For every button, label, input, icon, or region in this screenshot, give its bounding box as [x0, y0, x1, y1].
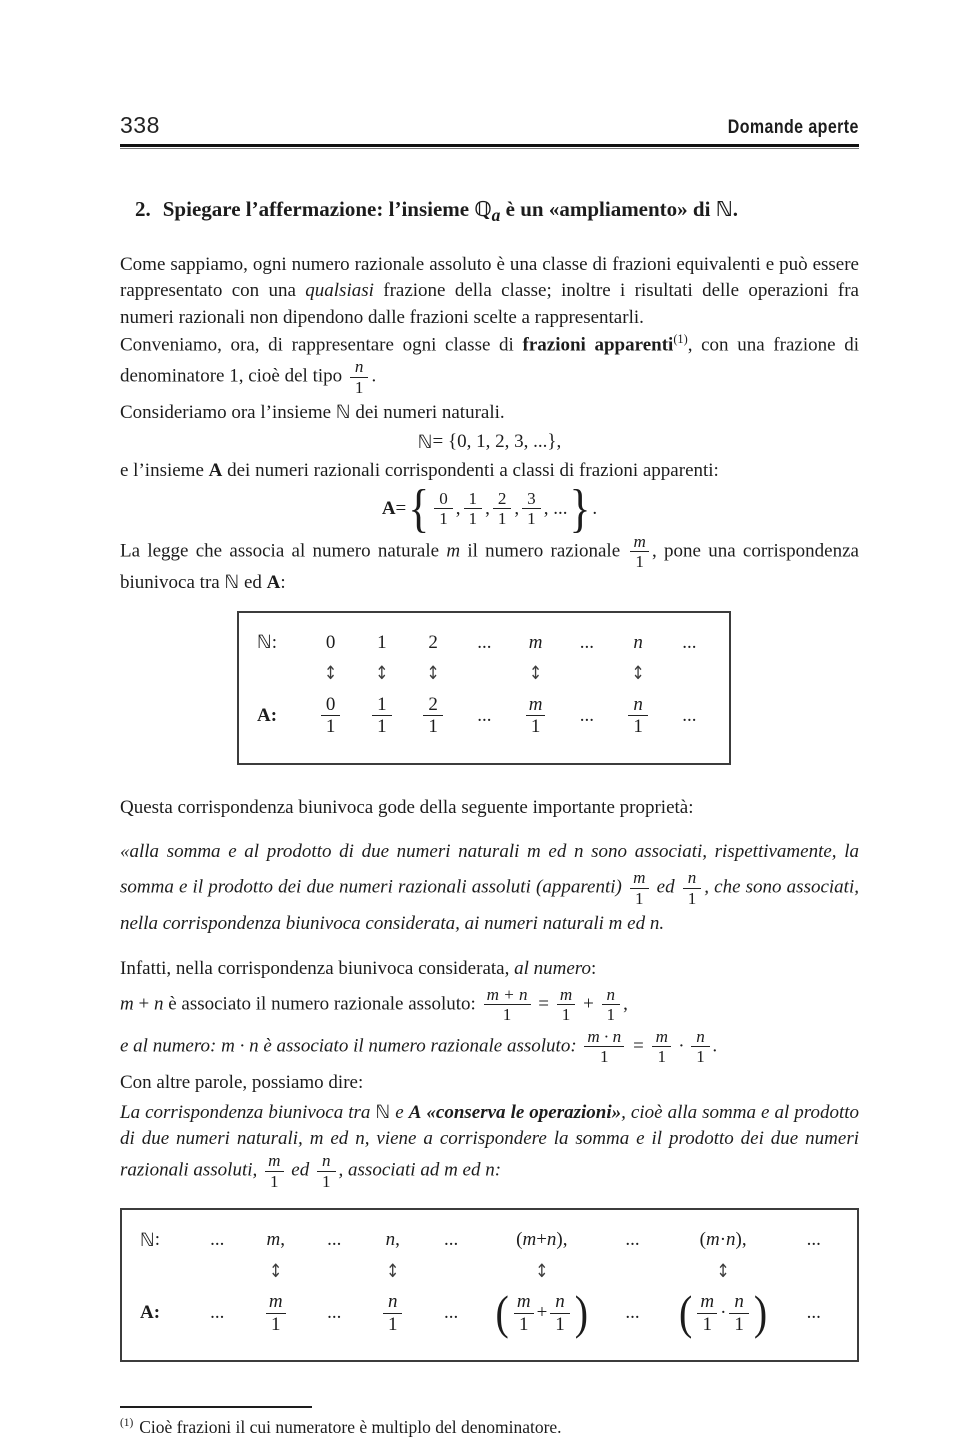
- box-label-column: ℕ : A:: [257, 631, 278, 726]
- box-rational-cell: ...: [444, 1302, 459, 1324]
- paragraph-property-statement: «alla somma e al prodotto di due numeri naturali m ed n sono associati, rispettivamente, la somma e il prodotto dei due numeri razionali assoluti (apparenti) $\frac{m}{1}$ ed $\frac{n}{1}$ , che sono associati, nella corrispondenza biunivoca considerata, ai numeri naturali m ed n.: [120, 840, 859, 935]
- box-natural-cell: ...: [579, 631, 594, 653]
- updown-arrow-icon: ↕: [269, 1259, 283, 1282]
- box-natural-cell: m: [528, 631, 543, 653]
- page-content: [120, 197, 859, 1438]
- paragraph-set-a-intro: e l’insieme A dei numeri razionali corrispondenti a classi di frazioni apparenti:: [120, 460, 719, 482]
- box-natural-cell: ...: [444, 1229, 459, 1251]
- box-rational-cell: [318, 685, 344, 747]
- box-column: [246, 1222, 304, 1344]
- fraction: $\frac{1}{1}$: [372, 695, 392, 737]
- paragraph-in-other-words: Con altre parole, possiamo dire:: [120, 1071, 364, 1093]
- fraction: $\frac{2}{1}$: [493, 490, 512, 528]
- box-natural-cell: ...: [806, 1229, 821, 1251]
- box-column: [188, 1222, 246, 1344]
- exercise-heading: [120, 197, 859, 226]
- box-natural-cell: ( m · n ),: [699, 1229, 747, 1251]
- blackboard-letter: ℕ: [335, 402, 351, 424]
- page-header: [120, 112, 859, 139]
- fraction: $\frac{m}{1}$: [514, 1292, 534, 1334]
- box-column: [305, 625, 356, 747]
- footnote: [120, 1417, 859, 1438]
- box-natural-cell: 0: [325, 631, 336, 653]
- box-rational-cell: [625, 685, 651, 747]
- box-rational-cell: [380, 1282, 406, 1344]
- fraction: $\frac{1}{1}$: [464, 490, 483, 528]
- paragraph-apparent-fractions: Conveniamo, ora, di rappresentare ogni classe di frazioni apparenti$^{(1)}$, con una frazione di denominatore 1, cioè del tipo $\frac{n}{1}$ .: [120, 331, 859, 397]
- blackboard-letter: ℕ: [224, 572, 240, 594]
- box-natural-cell: m ,: [266, 1229, 285, 1251]
- box-column: [356, 625, 407, 747]
- paragraph-consider-naturals: Consideriamo ora l’insieme ℕ dei numeri naturali.: [120, 402, 505, 424]
- box-rational-cell: [369, 685, 395, 747]
- blackboard-letter: ℕ: [375, 1101, 391, 1123]
- paragraph-infatti: Infatti, nella corrispondenza biunivoca considerata, al numero:: [120, 957, 597, 979]
- fraction: $\frac{m}{1}$: [652, 1028, 671, 1066]
- updown-arrow-icon: ↕: [385, 1259, 400, 1282]
- updown-arrow-icon: ↕: [426, 661, 440, 684]
- paragraph-property-intro: Questa corrispondenza biunivoca gode della seguente importante proprietà:: [120, 796, 694, 818]
- blackboard-letter: ℚ: [474, 197, 492, 221]
- fraction: $\frac{n}{1}$: [729, 1292, 749, 1334]
- blackboard-letter: ℕ: [257, 632, 272, 654]
- fraction: $\frac{n}{1}$: [602, 986, 621, 1024]
- box-rational-cell: ...: [210, 1302, 225, 1324]
- fraction: $\frac{m \cdot n}{1}$: [584, 1028, 624, 1066]
- fraction: $\frac{n}{1}$: [383, 1292, 403, 1334]
- box-natural-cell: ...: [477, 631, 492, 653]
- box-rational-cell: [263, 1282, 289, 1344]
- updown-arrow-icon: ↕: [375, 661, 389, 684]
- updown-arrow-icon: ↕: [535, 1259, 549, 1282]
- fraction: $\frac{n}{1}$: [683, 869, 702, 907]
- box-rational-cell: ...: [579, 704, 594, 726]
- box-rational-cell: ...: [477, 704, 492, 726]
- box-natural-cell: ...: [210, 1229, 225, 1251]
- updown-arrow-icon: ↕: [528, 661, 543, 684]
- box-column: [408, 625, 459, 747]
- box-column: [480, 1222, 603, 1344]
- box-natural-cell: ...: [327, 1229, 342, 1251]
- blackboard-letter: ℕ: [417, 431, 433, 453]
- exercise-number: 2.: [135, 197, 151, 221]
- correspondence-box-operations: [120, 1208, 859, 1362]
- fraction: $\frac{n}{1}$: [317, 1152, 336, 1190]
- page-number: 338: [120, 112, 160, 138]
- box-natural-cell: n: [633, 631, 643, 653]
- fraction: $\frac{m}{1}$: [266, 1292, 286, 1334]
- footnote-text: Cioè frazioni il cui numeratore è multiplo del denominatore.: [139, 1417, 562, 1438]
- box-column: [662, 1222, 785, 1344]
- formula-set-a: A = { $\frac{0}{1}$ , $\frac{1}{1}$ , $\frac{2}{1}$ , $\frac{3}{1}$ , ... } .: [381, 479, 598, 538]
- paragraph-rational-classes: Come sappiamo, ogni numero razionale assoluto è una classe di frazioni equivalenti e può essere rappresentato con una qualsiasi frazione della classe; inoltre i risultati delle operazioni fra numeri razionali non dipendono dalle frazioni scelte a rappresentarli.: [120, 254, 859, 328]
- box-rational-cell: ...: [625, 1302, 640, 1324]
- box-natural-cell: n ,: [385, 1229, 400, 1251]
- box-column: [561, 625, 612, 747]
- box-rational-cell: ( $\frac{m}{1}$ · $\frac{n}{1}$ ): [679, 1285, 768, 1340]
- fraction: $\frac{m}{1}$: [557, 986, 576, 1024]
- formula-sum-association: m + n è associato il numero razionale assoluto: $\frac{m + n}{1}$ = $\frac{m}{1}$ + $\frac{n}{1}$ ,: [120, 985, 628, 1025]
- box-natural-cell: ...: [625, 1229, 640, 1251]
- box-natural-cell: 2: [428, 631, 438, 653]
- fraction: $\frac{m}{1}$: [526, 695, 546, 737]
- paragraph-law-correspondence: La legge che associa al numero naturale m il numero razionale $\frac{m}{1}$ , pone una corrispondenza biunivoca tra ℕ ed A:: [120, 531, 859, 594]
- fraction: $\frac{m}{1}$: [630, 869, 649, 907]
- footnote-rule: [120, 1406, 312, 1408]
- box-column: [664, 625, 715, 747]
- box-rational-cell: ...: [682, 704, 697, 726]
- running-head-title: Domande aperte: [727, 116, 859, 138]
- footnote-marker: (1): [120, 1417, 134, 1430]
- fraction: $\frac{3}{1}$: [522, 490, 541, 528]
- box-column: [422, 1222, 480, 1344]
- box-rational-cell: [420, 685, 446, 747]
- updown-arrow-icon: ↕: [323, 661, 338, 684]
- box-column: [305, 1222, 363, 1344]
- box-natural-cell: ( m + n ),: [516, 1229, 568, 1251]
- fraction: $\frac{m}{1}$: [630, 533, 649, 571]
- formula-naturals-set: ℕ = {0, 1, 2, 3, ...},: [417, 431, 562, 453]
- correspondence-box-simple: [237, 611, 731, 765]
- updown-arrow-icon: ↕: [716, 1259, 730, 1282]
- blackboard-letter: ℕ: [140, 1229, 155, 1251]
- box-label-column: ℕ : A:: [140, 1229, 161, 1324]
- box-column: [785, 1222, 843, 1344]
- fraction: $\frac{n}{1}$: [691, 1028, 710, 1066]
- fraction: $\frac{m + n}{1}$: [484, 986, 531, 1024]
- fraction: $\frac{0}{1}$: [434, 490, 453, 528]
- box-natural-cell: 1: [377, 631, 387, 653]
- box-rational-cell: ( $\frac{m}{1}$ + $\frac{n}{1}$ ): [495, 1285, 589, 1340]
- box-column: [603, 1222, 661, 1344]
- box-column: [510, 625, 561, 747]
- header-rule: [120, 144, 859, 147]
- box-column: [613, 625, 664, 747]
- fraction: $\frac{m}{1}$: [697, 1292, 717, 1334]
- box-rational-cell: [523, 685, 549, 747]
- updown-arrow-icon: ↕: [631, 661, 645, 684]
- fraction: $\frac{n}{1}$: [628, 695, 648, 737]
- fraction: $\frac{n}{1}$: [550, 1292, 570, 1334]
- box-column: [363, 1222, 421, 1344]
- formula-product-association: e al numero: m · n è associato il numero razionale assoluto: $\frac{m \cdot n}{1}$ = $\frac{m}{1}$ · $\frac{n}{1}$ .: [120, 1026, 718, 1067]
- fraction: $\frac{m}{1}$: [265, 1152, 284, 1190]
- fraction: $\frac{2}{1}$: [423, 695, 443, 737]
- box-rational-cell: ...: [327, 1302, 342, 1324]
- blackboard-letter: ℕ: [715, 197, 733, 221]
- box-natural-cell: ...: [682, 631, 697, 653]
- box-column: [459, 625, 510, 747]
- box-rational-cell: ...: [806, 1302, 821, 1324]
- paragraph-conserva-operazioni: La corrispondenza biunivoca tra ℕ e A «conserva le operazioni», cioè alla somma e al prodotto di due numeri naturali, m ed n, viene a corrispondere la somma e il prodotto dei due numeri razionali assoluti, $\frac{m}{1}$ ed $\frac{n}{1}$ , associati ad m ed n:: [120, 1101, 860, 1191]
- exercise-title: Spiegare l’affermazione: l’insieme ℚ$_a$ è un «ampliamento» di ℕ.: [162, 197, 738, 226]
- fraction: $\frac{n}{1}$: [350, 358, 369, 396]
- fraction: $\frac{0}{1}$: [321, 695, 341, 737]
